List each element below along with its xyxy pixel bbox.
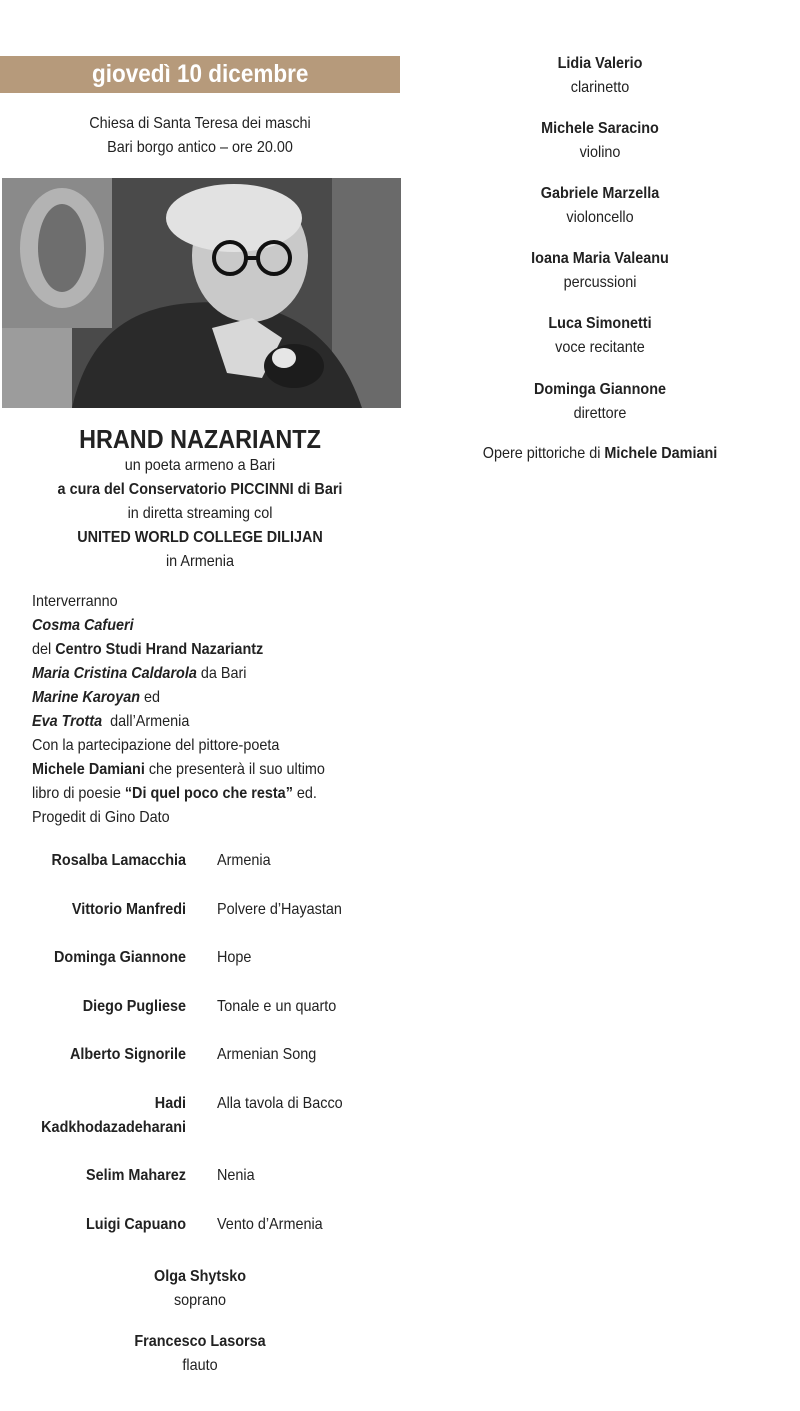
piece-title: Hope [217,949,252,966]
venue-info [0,112,400,160]
composer-name: Rosalba Lamacchia [51,852,187,869]
speaker-maria: Maria Cristina Caldarola [32,665,197,682]
centro-studi: Centro Studi Hrand Nazariantz [55,641,264,658]
piece-title: Armenian Song [217,1046,317,1063]
event-date: giovedì 10 dicembre [91,60,309,88]
composer-name: Alberto Signorile [69,1046,186,1063]
event-subtitle: un poeta armeno a Bari [124,457,276,474]
performer-item [400,312,800,360]
performer-role: direttore [573,405,627,422]
performer-name: Francesco Lasorsa [134,1333,266,1350]
performer-name: Olga Shytsko [153,1268,247,1285]
piece-title: Tonale e un quarto [217,998,337,1015]
composer-name: Hadi Kadkhodazadeharani [41,1095,187,1136]
performer-item [0,1330,400,1378]
artist-name: Michele Damiani [604,445,718,462]
performer-name: Luca Simonetti [548,315,652,332]
piece-title: Polvere d’Hayastan [217,901,342,918]
event-title: HRAND NAZARIANTZ [79,424,321,454]
performer-item [400,182,800,230]
performer-item [400,378,800,426]
speaker-michele: Michele Damiani [32,761,145,778]
piece-title: Nenia [217,1167,255,1184]
painting-credit: Opere pittoriche di Michele Damiani [482,445,718,462]
venue-line-1: Chiesa di Santa Teresa dei maschi [89,115,311,132]
performer-name: Ioana Maria Valeanu [531,250,669,267]
portrait-photo [2,178,401,408]
venue-line-2: Bari borgo antico – ore 20.00 [107,139,293,156]
speaker-marine: Marine Karoyan [32,689,141,706]
performer-role: soprano [173,1292,227,1309]
composer-name: Dominga Giannone [53,949,187,966]
composer-name: Diego Pugliese [82,998,186,1015]
speaker-cosma: Cosma Cafueri [32,617,134,634]
curator-line: a cura del Conservatorio PICCINNI di Bari [57,481,343,498]
piece-title: Armenia [217,852,271,869]
performer-role: clarinetto [570,79,630,96]
speaker-eva: Eva Trotta [32,713,103,730]
performer-role: violino [579,144,621,161]
piece-title: Vento d’Armenia [217,1216,323,1233]
streaming-line: in diretta streaming col [127,505,273,522]
composer-name: Selim Maharez [85,1167,186,1184]
participation-line: Con la partecipazione del pittore-poeta [32,737,280,754]
performer-role: violoncello [566,209,634,226]
piece-title: Alla tavola di Bacco [217,1095,343,1112]
composer-name: Vittorio Manfredi [71,901,186,918]
performer-name: Lidia Valerio [557,55,643,72]
performer-name: Gabriele Marzella [540,185,660,202]
speakers-paragraph: Interverranno Cosma Cafueri del Centro Studi Hrand Nazariantz Maria Cristina Caldarola da Bari Marine Karoyan ed Eva Trotta dall’Armenia Con la partecipazione del pittore-poeta Michele Damiani che presenterà il suo ultimo libro di poesie “Di quel poco che resta” ed. Progedit di Gino Dato [32,590,374,830]
performer-name: Michele Saracino [541,120,659,137]
college-name: UNITED WORLD COLLEGE DILIJAN [77,529,323,546]
performer-role: percussioni [563,274,637,291]
speakers-intro: Interverranno [32,593,118,610]
college-location: in Armenia [165,553,235,570]
performer-name: Dominga Giannone [533,381,666,398]
title-block [0,424,400,574]
date-banner [0,56,400,93]
performer-item [0,1265,400,1313]
performer-role: voce recitante [555,339,645,356]
performer-role: flauto [182,1357,218,1374]
publisher-line: Progedit di Gino Dato [32,809,170,826]
performer-item [400,247,800,295]
book-title: “Di quel poco che resta” [124,785,293,802]
performer-item [400,52,800,100]
composer-name: Luigi Capuano [86,1216,186,1233]
performer-item [400,117,800,165]
